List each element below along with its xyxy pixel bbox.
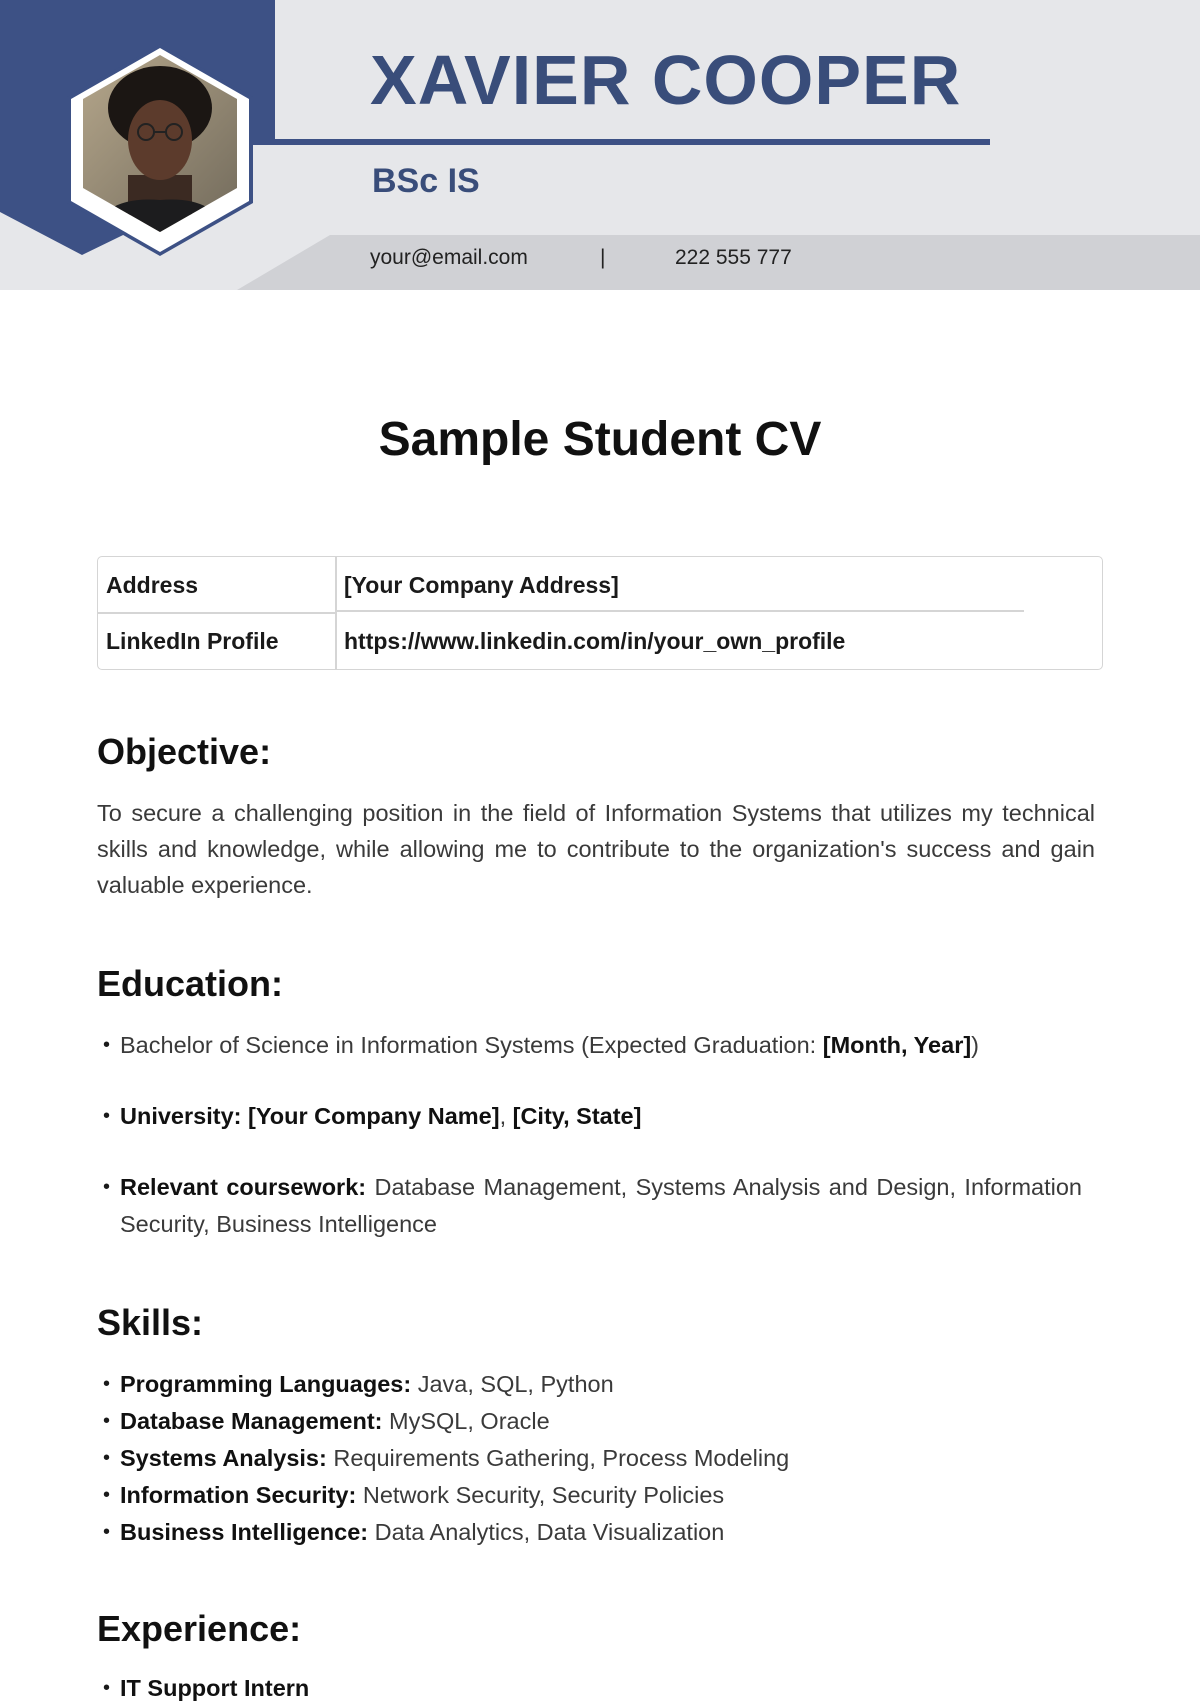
- list-item-coursework: [97, 1169, 1082, 1243]
- linkedin-label: LinkedIn Profile: [106, 628, 279, 654]
- list-item-degree: [97, 1027, 1082, 1064]
- university-name: University: [Your Company Name]: [120, 1103, 500, 1129]
- coursework-label: Relevant coursework:: [120, 1174, 367, 1200]
- graduation-date: [Month, Year]: [822, 1032, 972, 1058]
- address-value: [Your Company Address]: [344, 572, 619, 598]
- list-item-skill: [97, 1477, 1082, 1514]
- contact-separator: |: [600, 246, 606, 269]
- skill-value: Java, SQL, Python: [411, 1371, 614, 1397]
- candidate-name: XAVIER COOPER: [370, 41, 962, 119]
- education-heading: Education:: [97, 963, 283, 1004]
- objective-text: To secure a challenging position in the field of Information Systems that utilizes my technical skills and knowledge, while allowing me to contribute to the organization's success and gain valuable experience.: [97, 800, 1095, 898]
- skill-label: Information Security:: [120, 1482, 357, 1508]
- email-address[interactable]: your@email.com: [370, 246, 528, 269]
- address-label: Address: [106, 572, 199, 598]
- skill-label: Database Management:: [120, 1408, 383, 1434]
- phone-number[interactable]: 222 555 777: [675, 246, 792, 269]
- cv-header: [0, 0, 1200, 290]
- skill-value: Requirements Gathering, Process Modeling: [326, 1445, 790, 1471]
- skill-value: Data Analytics, Data Visualization: [368, 1519, 725, 1545]
- skill-label: Systems Analysis:: [120, 1445, 327, 1471]
- comma: ,: [499, 1103, 513, 1129]
- skill-label: Business Intelligence:: [120, 1519, 369, 1545]
- list-item-skill: [97, 1403, 1082, 1440]
- experience-title: IT Support Intern: [120, 1675, 310, 1701]
- skill-value: Network Security, Security Policies: [356, 1482, 725, 1508]
- skill-label: Programming Languages:: [120, 1371, 412, 1397]
- document-title: Sample Student CV: [378, 413, 822, 466]
- table-row-address: [98, 557, 1102, 613]
- education-list: [97, 1027, 1082, 1277]
- linkedin-url[interactable]: https://www.linkedin.com/in/your_own_profile: [344, 628, 846, 654]
- skill-value: MySQL, Oracle: [382, 1408, 550, 1434]
- skills-list: [97, 1366, 1082, 1551]
- list-item-skill: [97, 1440, 1082, 1477]
- list-item-experience: [97, 1670, 1082, 1707]
- degree-text: Bachelor of Science in Information Systems (Expected Graduation:: [120, 1032, 823, 1058]
- coursework-text: Database Management, Systems Analysis and Design, Information Security, Business Intelligence: [120, 1174, 1082, 1237]
- contact-info-table: [97, 556, 1103, 670]
- objective-heading: Objective:: [97, 731, 272, 772]
- table-row-linkedin: [98, 613, 1102, 669]
- experience-list: [97, 1670, 1082, 1707]
- list-item-university: [97, 1098, 1082, 1135]
- candidate-degree: BSc IS: [372, 162, 480, 200]
- skills-heading: Skills:: [97, 1302, 204, 1343]
- university-location: [City, State]: [512, 1103, 642, 1129]
- list-item-skill: [97, 1366, 1082, 1403]
- closing-parenthesis: ): [971, 1032, 979, 1058]
- experience-heading: Experience:: [97, 1608, 302, 1649]
- table-row-divider: [336, 610, 1024, 612]
- list-item-skill: [97, 1514, 1082, 1551]
